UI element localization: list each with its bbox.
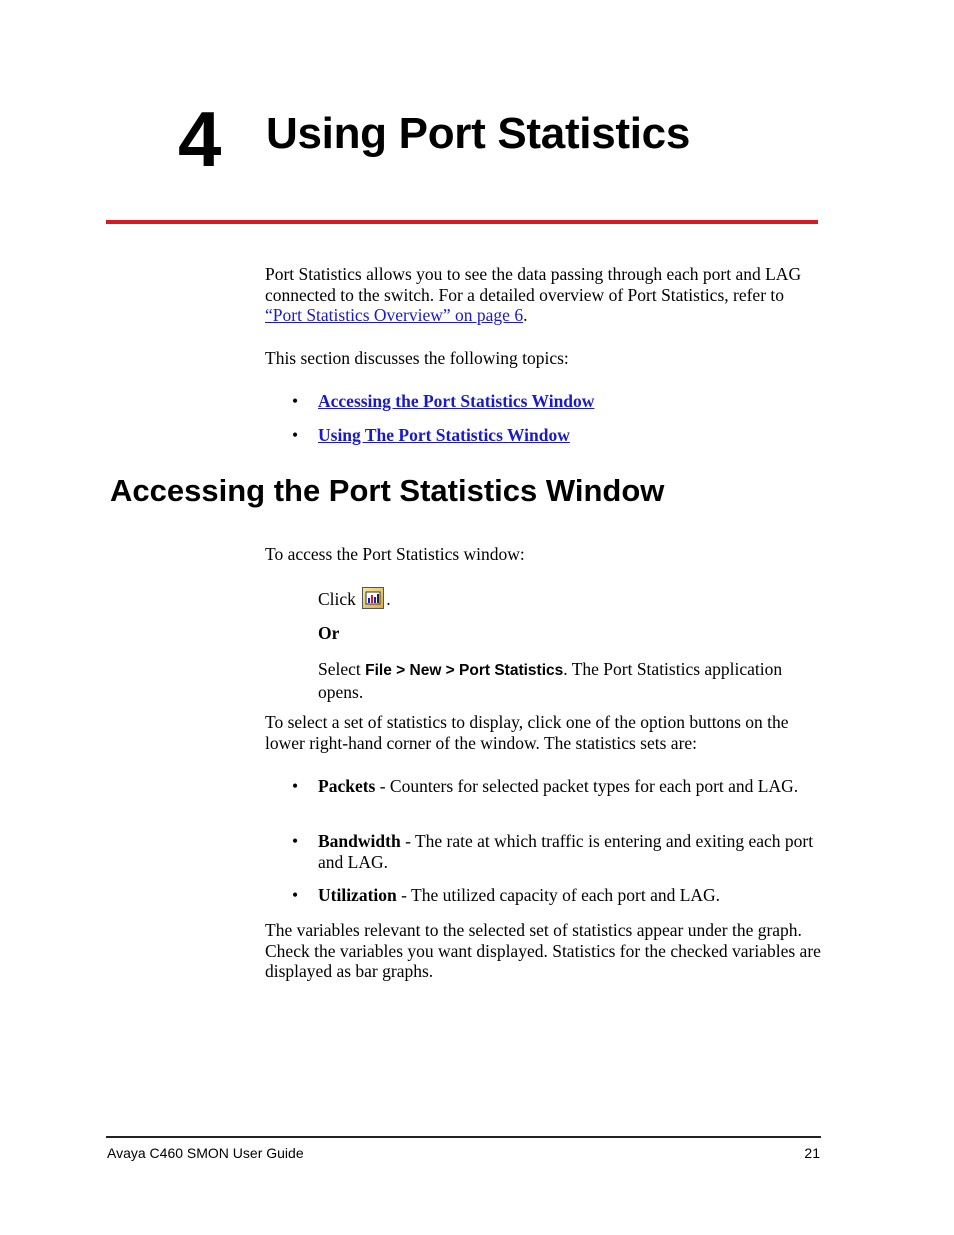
click-after: .: [386, 589, 391, 609]
intro-text: Port Statistics allows you to see the data passing through each port and LAG connected to the switch. For a detailed overview of Port Statistics, refer to: [265, 264, 802, 305]
footer-page-number: 21: [804, 1145, 820, 1161]
bullet-icon: •: [292, 425, 299, 445]
stat-set-body: [318, 885, 818, 906]
bullet-icon: •: [292, 885, 299, 905]
stat-set-body: [318, 831, 818, 872]
chapter-rule: [106, 220, 818, 224]
select-label: Select: [318, 659, 366, 679]
click-label: Click: [318, 589, 356, 609]
topic-link-accessing[interactable]: Accessing the Port Statistics Window: [318, 391, 595, 411]
select-sets-paragraph: To select a set of statistics to display, click one of the option buttons on the lower right-hand corner of the window. The statistics sets are:: [265, 712, 789, 753]
or-label: Or: [318, 623, 340, 643]
intro-text-end: .: [523, 305, 528, 325]
footer-guide-title: Avaya C460 SMON User Guide: [107, 1145, 304, 1161]
stat-set-term: Utilization: [318, 885, 397, 905]
port-statistics-overview-link[interactable]: “Port Statistics Overview” on page 6: [265, 305, 524, 325]
footer-rule: [106, 1136, 821, 1138]
stat-set-desc: - The utilized capacity of each port and LAG.: [396, 885, 721, 905]
stat-set-term: Bandwidth: [318, 831, 401, 851]
select-step: [318, 659, 818, 702]
topics-intro: This section discusses the following topics:: [265, 348, 569, 368]
access-intro: To access the Port Statistics window:: [265, 544, 525, 564]
stat-set-item: [0, 831, 954, 875]
bullet-icon: •: [292, 776, 299, 796]
topic-item: [0, 391, 954, 413]
bullet-icon: •: [292, 831, 299, 851]
stat-set-item: [0, 776, 954, 820]
chapter-number: 4: [178, 95, 222, 183]
stat-set-body: [318, 776, 818, 797]
menu-path: File > New > Port Statistics: [365, 662, 564, 679]
stat-set-term: Packets: [318, 776, 376, 796]
stat-set-desc: - Counters for selected packet types for each port and LAG.: [375, 776, 799, 796]
port-statistics-icon[interactable]: [362, 587, 384, 609]
topic-item: [0, 425, 954, 447]
intro-paragraph: [265, 264, 821, 326]
bullet-icon: •: [292, 391, 299, 411]
topic-link-using[interactable]: Using The Port Statistics Window: [318, 425, 570, 445]
select-after: . The Port Statistics application opens.: [318, 659, 783, 702]
variables-paragraph: The variables relevant to the selected set of statistics appear under the graph. Check the variables you want displayed. Statistics for the checked variables are displayed as bar graphs.: [265, 920, 821, 981]
stat-set-desc: - The rate at which traffic is entering and exiting each port and LAG.: [318, 831, 814, 872]
click-step: [318, 587, 818, 610]
chapter-title: Using Port Statistics: [266, 109, 691, 158]
stat-set-item: [0, 885, 954, 907]
section-heading: Accessing the Port Statistics Window: [110, 473, 665, 508]
